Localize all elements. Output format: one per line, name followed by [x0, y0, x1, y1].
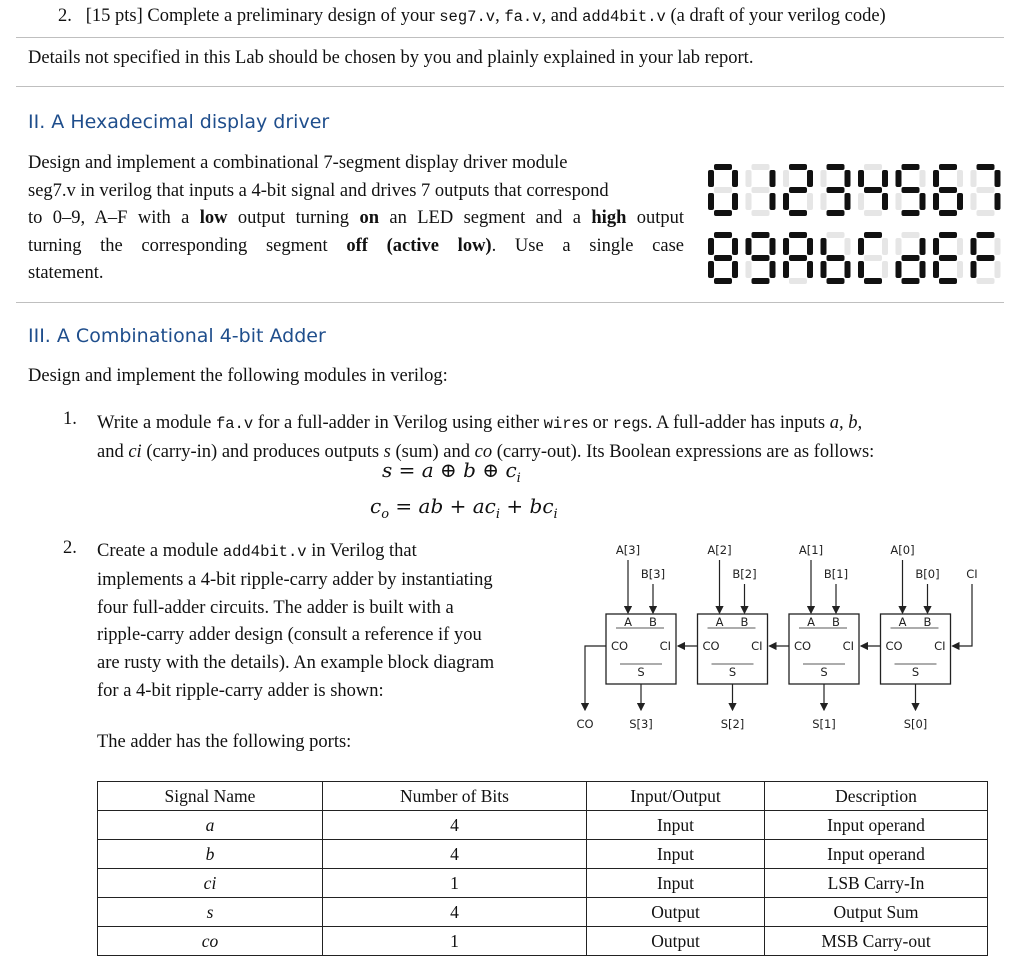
code-reg: reg	[612, 415, 641, 433]
text: to 0–9, A–F with a	[28, 208, 190, 228]
var-a: a,	[829, 413, 844, 433]
carry-in-wire	[953, 584, 973, 646]
segment-e-digit-b	[821, 261, 827, 278]
pin-s-label: S	[820, 665, 828, 679]
item-1-line-2	[97, 438, 977, 466]
sum-equation: s = a ⊕ b ⊕ $c_i$	[382, 458, 521, 486]
pin-ci-label: CI	[934, 639, 946, 653]
item-1-text	[97, 409, 977, 466]
header-description: Description	[765, 782, 988, 811]
segment-g-digit-E	[939, 255, 957, 261]
segment-d-digit-7	[977, 210, 995, 216]
segment-d-digit-C	[864, 278, 882, 284]
item-2-text	[97, 538, 567, 706]
b-input-label: B[0]	[915, 567, 940, 581]
code-wire: wire	[543, 415, 581, 433]
file-fa: fa.v	[504, 8, 542, 26]
segment-g-digit-F	[977, 255, 995, 261]
pin-co-label: CO	[885, 639, 903, 653]
segment-e-digit-7	[971, 193, 977, 210]
section-3-heading: III. A Combinational 4-bit Adder	[28, 325, 326, 347]
segment-b-digit-6	[957, 170, 963, 187]
description-cell: Input operand	[765, 811, 988, 840]
segment-d-digit-4	[864, 210, 882, 216]
description-cell: Input operand	[765, 840, 988, 869]
header-signal-name: Signal Name	[98, 782, 323, 811]
body-line	[28, 205, 684, 233]
question-text-end: (a draft of your verilog code)	[670, 6, 886, 26]
segment-a-digit-d	[902, 232, 920, 238]
segment-b-digit-C	[882, 238, 888, 255]
text: output turning	[237, 208, 350, 228]
item-2-line: are rusty with the details). An example block diagram	[97, 653, 495, 674]
s-output-label: S[2]	[720, 717, 745, 731]
segment-d-digit-1	[752, 210, 770, 216]
segment-f-digit-E	[933, 238, 939, 255]
segment-a-digit-0	[714, 164, 732, 170]
points-label: [15 pts]	[85, 6, 143, 26]
text: an LED segment and a	[389, 208, 581, 228]
segment-c-digit-A	[807, 261, 813, 278]
b-input-label: B[3]	[640, 567, 666, 581]
item-2-line: four full-adder circuits. The adder is built with a	[97, 597, 454, 618]
question-2-line	[58, 6, 886, 27]
segment-b-digit-A	[807, 238, 813, 255]
segment-c-digit-9	[770, 261, 776, 278]
segment-g-digit-0	[714, 187, 732, 193]
text: for a full-adder in Verilog using either	[257, 413, 539, 433]
segment-b-digit-5	[920, 170, 926, 187]
segment-f-digit-2	[783, 170, 789, 187]
table-row	[98, 840, 988, 869]
direction-cell: Output	[587, 898, 765, 927]
segment-e-digit-5	[896, 193, 902, 210]
segment-b-digit-b	[845, 238, 851, 255]
segment-d-digit-9	[752, 278, 770, 284]
segment-a-digit-A	[789, 232, 807, 238]
section-2-body	[28, 150, 684, 288]
segment-g-digit-2	[789, 187, 807, 193]
pin-ci-label: CI	[842, 639, 854, 653]
segment-a-digit-3	[827, 164, 845, 170]
carry-out-wire	[585, 646, 606, 710]
segment-b-digit-F	[995, 238, 1001, 255]
bold-off-active-low: off (active low)	[346, 235, 492, 256]
details-note: Details not specified in this Lab should be chosen by you and plainly explained in your lab report.	[28, 48, 754, 68]
segment-c-digit-5	[920, 193, 926, 210]
segment-c-digit-2	[807, 193, 813, 210]
body-line: seg7.v in verilog that inputs a 4-bit signal and drives 7 outputs that correspond	[28, 180, 609, 201]
pin-a-label: A	[898, 615, 907, 629]
item-2-number: 2.	[63, 538, 77, 558]
segment-c-digit-E	[957, 261, 963, 278]
body-line	[28, 233, 684, 261]
segment-f-digit-4	[858, 170, 864, 187]
segment-c-digit-0	[732, 193, 738, 210]
file-seg7: seg7.v	[439, 8, 496, 26]
segment-f-digit-d	[896, 238, 902, 255]
text: Create a module	[97, 541, 219, 561]
signal-name-cell: ci	[98, 869, 323, 898]
var-b: b,	[848, 413, 863, 433]
bold-low: low	[199, 208, 228, 228]
segment-a-digit-2	[789, 164, 807, 170]
table-row	[98, 898, 988, 927]
segment-g-digit-3	[827, 187, 845, 193]
code-fa: fa.v	[215, 415, 254, 433]
segment-c-digit-F	[995, 261, 1001, 278]
segment-d-digit-b	[827, 278, 845, 284]
segment-f-digit-A	[783, 238, 789, 255]
pin-a-label: A	[624, 615, 632, 629]
ports-table	[97, 781, 988, 956]
divider	[16, 37, 1004, 38]
code-add4bit: add4bit.v	[222, 543, 307, 561]
section-2-heading: II. A Hexadecimal display driver	[28, 111, 330, 133]
table-row	[98, 927, 988, 956]
segment-d-digit-8	[714, 278, 732, 284]
segment-g-digit-1	[752, 187, 770, 193]
signal-name-cell: co	[98, 927, 323, 956]
carry-in-label: CI	[966, 567, 978, 581]
a-input-label: A[2]	[707, 543, 732, 557]
pin-s-label: S	[728, 665, 737, 679]
carry-out-label: CO	[576, 717, 594, 731]
header-number-of-bits: Number of Bits	[323, 782, 587, 811]
segment-d-digit-A	[789, 278, 807, 284]
s-output-label: S[1]	[812, 717, 836, 731]
segment-a-digit-6	[939, 164, 957, 170]
segment-d-digit-6	[939, 210, 957, 216]
text: output	[636, 208, 685, 228]
direction-cell: Input	[587, 869, 765, 898]
a-input-label: A[1]	[798, 543, 824, 557]
direction-cell: Input	[587, 840, 765, 869]
ripple-carry-adder-diagram	[560, 536, 980, 736]
item-2-line	[97, 538, 567, 567]
bits-cell: 1	[323, 869, 587, 898]
segment-e-digit-8	[708, 261, 714, 278]
segment-a-digit-F	[977, 232, 995, 238]
segment-e-digit-0	[708, 193, 714, 210]
segment-c-digit-3	[845, 193, 851, 210]
segment-f-digit-1	[746, 170, 752, 187]
segment-e-digit-2	[783, 193, 789, 210]
b-input-label: B[1]	[823, 567, 849, 581]
s-output-label: S[3]	[629, 717, 653, 731]
segment-d-digit-2	[789, 210, 807, 216]
signal-name-cell: b	[98, 840, 323, 869]
body-line: statement.	[28, 263, 104, 283]
segment-e-digit-9	[746, 261, 752, 278]
segment-f-digit-7	[971, 170, 977, 187]
segment-e-digit-F	[971, 261, 977, 278]
var-ci: ci	[128, 442, 142, 462]
item-2-line: implements a 4-bit ripple-carry adder by instantiating	[97, 569, 493, 590]
pin-s-label: S	[637, 665, 645, 679]
text: turning the corresponding segment	[28, 235, 328, 256]
segment-d-digit-0	[714, 210, 732, 216]
segment-d-digit-5	[902, 210, 920, 216]
segment-a-digit-C	[864, 232, 882, 238]
pin-co-label: CO	[611, 639, 629, 653]
segment-c-digit-d	[920, 261, 926, 278]
pin-s-label: S	[911, 665, 920, 679]
segment-e-digit-6	[933, 193, 939, 210]
pin-b-label: B	[649, 615, 657, 629]
bold-high: high	[591, 208, 627, 228]
text: (sum) and	[395, 442, 470, 462]
segment-c-digit-C	[882, 261, 888, 278]
segment-b-digit-8	[732, 238, 738, 255]
pin-a-label: A	[807, 615, 815, 629]
text: . Use a single case	[491, 235, 685, 256]
segment-g-digit-A	[789, 255, 807, 261]
segment-f-digit-C	[858, 238, 864, 255]
pin-ci-label: CI	[659, 639, 671, 653]
text: in Verilog that	[311, 541, 417, 561]
segment-a-digit-8	[714, 232, 732, 238]
segment-f-digit-0	[708, 170, 714, 187]
divider	[16, 302, 1004, 303]
segment-f-digit-6	[933, 170, 939, 187]
segment-e-digit-4	[858, 193, 864, 210]
segment-b-digit-7	[995, 170, 1001, 187]
item-1-number: 1.	[63, 409, 77, 429]
segment-a-digit-b	[827, 232, 845, 238]
segment-a-digit-5	[902, 164, 920, 170]
segment-g-digit-b	[827, 255, 845, 261]
table-header-row	[98, 782, 988, 811]
separator: ,	[495, 6, 500, 26]
divider	[16, 86, 1004, 87]
segment-b-digit-E	[957, 238, 963, 255]
segment-e-digit-C	[858, 261, 864, 278]
text: (carry-out). Its Boolean expressions are as follows:	[496, 442, 875, 462]
text: and	[97, 442, 124, 462]
bold-on: on	[359, 208, 379, 228]
carry-equation: $c_o$ = ab + $ac_i + bc_i$	[370, 494, 558, 522]
segment-d-digit-F	[977, 278, 995, 284]
var-co: co	[474, 442, 493, 462]
segment-f-digit-8	[708, 238, 714, 255]
segment-c-digit-1	[770, 193, 776, 210]
segment-c-digit-b	[845, 261, 851, 278]
segment-b-digit-9	[770, 238, 776, 255]
segment-g-digit-C	[864, 255, 882, 261]
a-input-label: A[0]	[890, 543, 915, 557]
segment-g-digit-7	[977, 187, 995, 193]
segment-g-digit-4	[864, 187, 882, 193]
item-2-line: ripple-carry adder design (consult a reference if you	[97, 625, 482, 646]
var-s: s	[383, 442, 391, 462]
direction-cell: Output	[587, 927, 765, 956]
header-input-output: Input/Output	[587, 782, 765, 811]
table-row	[98, 811, 988, 840]
description-cell: Output Sum	[765, 898, 988, 927]
segment-e-digit-A	[783, 261, 789, 278]
segment-g-digit-5	[902, 187, 920, 193]
body-line: Design and implement a combinational 7-segment display driver module	[28, 153, 568, 173]
bits-cell: 4	[323, 840, 587, 869]
segment-f-digit-F	[971, 238, 977, 255]
description-cell: LSB Carry-In	[765, 869, 988, 898]
segment-d-digit-3	[827, 210, 845, 216]
segment-d-digit-d	[902, 278, 920, 284]
segment-c-digit-4	[882, 193, 888, 210]
direction-cell: Input	[587, 811, 765, 840]
bits-cell: 1	[323, 927, 587, 956]
text: Write a module	[97, 413, 212, 433]
segment-b-digit-1	[770, 170, 776, 187]
segment-a-digit-7	[977, 164, 995, 170]
question-number: 2.	[58, 6, 72, 26]
segment-b-digit-3	[845, 170, 851, 187]
description-cell: MSB Carry-out	[765, 927, 988, 956]
seven-segment-display	[704, 160, 1004, 288]
s-output-label: S[0]	[903, 717, 928, 731]
segment-d-digit-E	[939, 278, 957, 284]
ports-intro: The adder has the following ports:	[97, 732, 352, 752]
signal-name-cell: a	[98, 811, 323, 840]
pin-b-label: B	[923, 615, 932, 629]
segment-g-digit-9	[752, 255, 770, 261]
text: s or	[580, 413, 609, 433]
item-2-line: for a 4-bit ripple-carry adder is shown:	[97, 680, 384, 701]
segment-g-digit-d	[902, 255, 920, 261]
pin-a-label: A	[715, 615, 724, 629]
bits-cell: 4	[323, 811, 587, 840]
pin-co-label: CO	[702, 639, 720, 653]
question-text: Complete a preliminary design of your	[147, 6, 435, 26]
segment-a-digit-1	[752, 164, 770, 170]
segment-b-digit-4	[882, 170, 888, 187]
segment-c-digit-7	[995, 193, 1001, 210]
segment-c-digit-6	[957, 193, 963, 210]
segment-a-digit-9	[752, 232, 770, 238]
segment-a-digit-E	[939, 232, 957, 238]
segment-f-digit-5	[896, 170, 902, 187]
segment-f-digit-9	[746, 238, 752, 255]
pin-b-label: B	[740, 615, 749, 629]
segment-e-digit-d	[896, 261, 902, 278]
segment-a-digit-4	[864, 164, 882, 170]
text: s. A full-adder has inputs	[640, 413, 826, 433]
segment-e-digit-1	[746, 193, 752, 210]
pin-ci-label: CI	[751, 639, 763, 653]
item-1-line-1	[97, 409, 977, 438]
bits-cell: 4	[323, 898, 587, 927]
signal-name-cell: s	[98, 898, 323, 927]
file-add4bit: add4bit.v	[582, 8, 666, 26]
segment-g-digit-8	[714, 255, 732, 261]
b-input-label: B[2]	[732, 567, 757, 581]
a-input-label: A[3]	[615, 543, 641, 557]
text: (carry-in) and produces outputs	[146, 442, 380, 462]
segment-c-digit-8	[732, 261, 738, 278]
segment-f-digit-b	[821, 238, 827, 255]
segment-b-digit-d	[920, 238, 926, 255]
segment-b-digit-2	[807, 170, 813, 187]
section-3-intro: Design and implement the following modules in verilog:	[28, 366, 448, 386]
table-row	[98, 869, 988, 898]
separator: , and	[541, 6, 578, 26]
pin-b-label: B	[832, 615, 840, 629]
segment-b-digit-0	[732, 170, 738, 187]
segment-f-digit-3	[821, 170, 827, 187]
segment-g-digit-6	[939, 187, 957, 193]
segment-e-digit-E	[933, 261, 939, 278]
pin-co-label: CO	[794, 639, 812, 653]
segment-e-digit-3	[821, 193, 827, 210]
